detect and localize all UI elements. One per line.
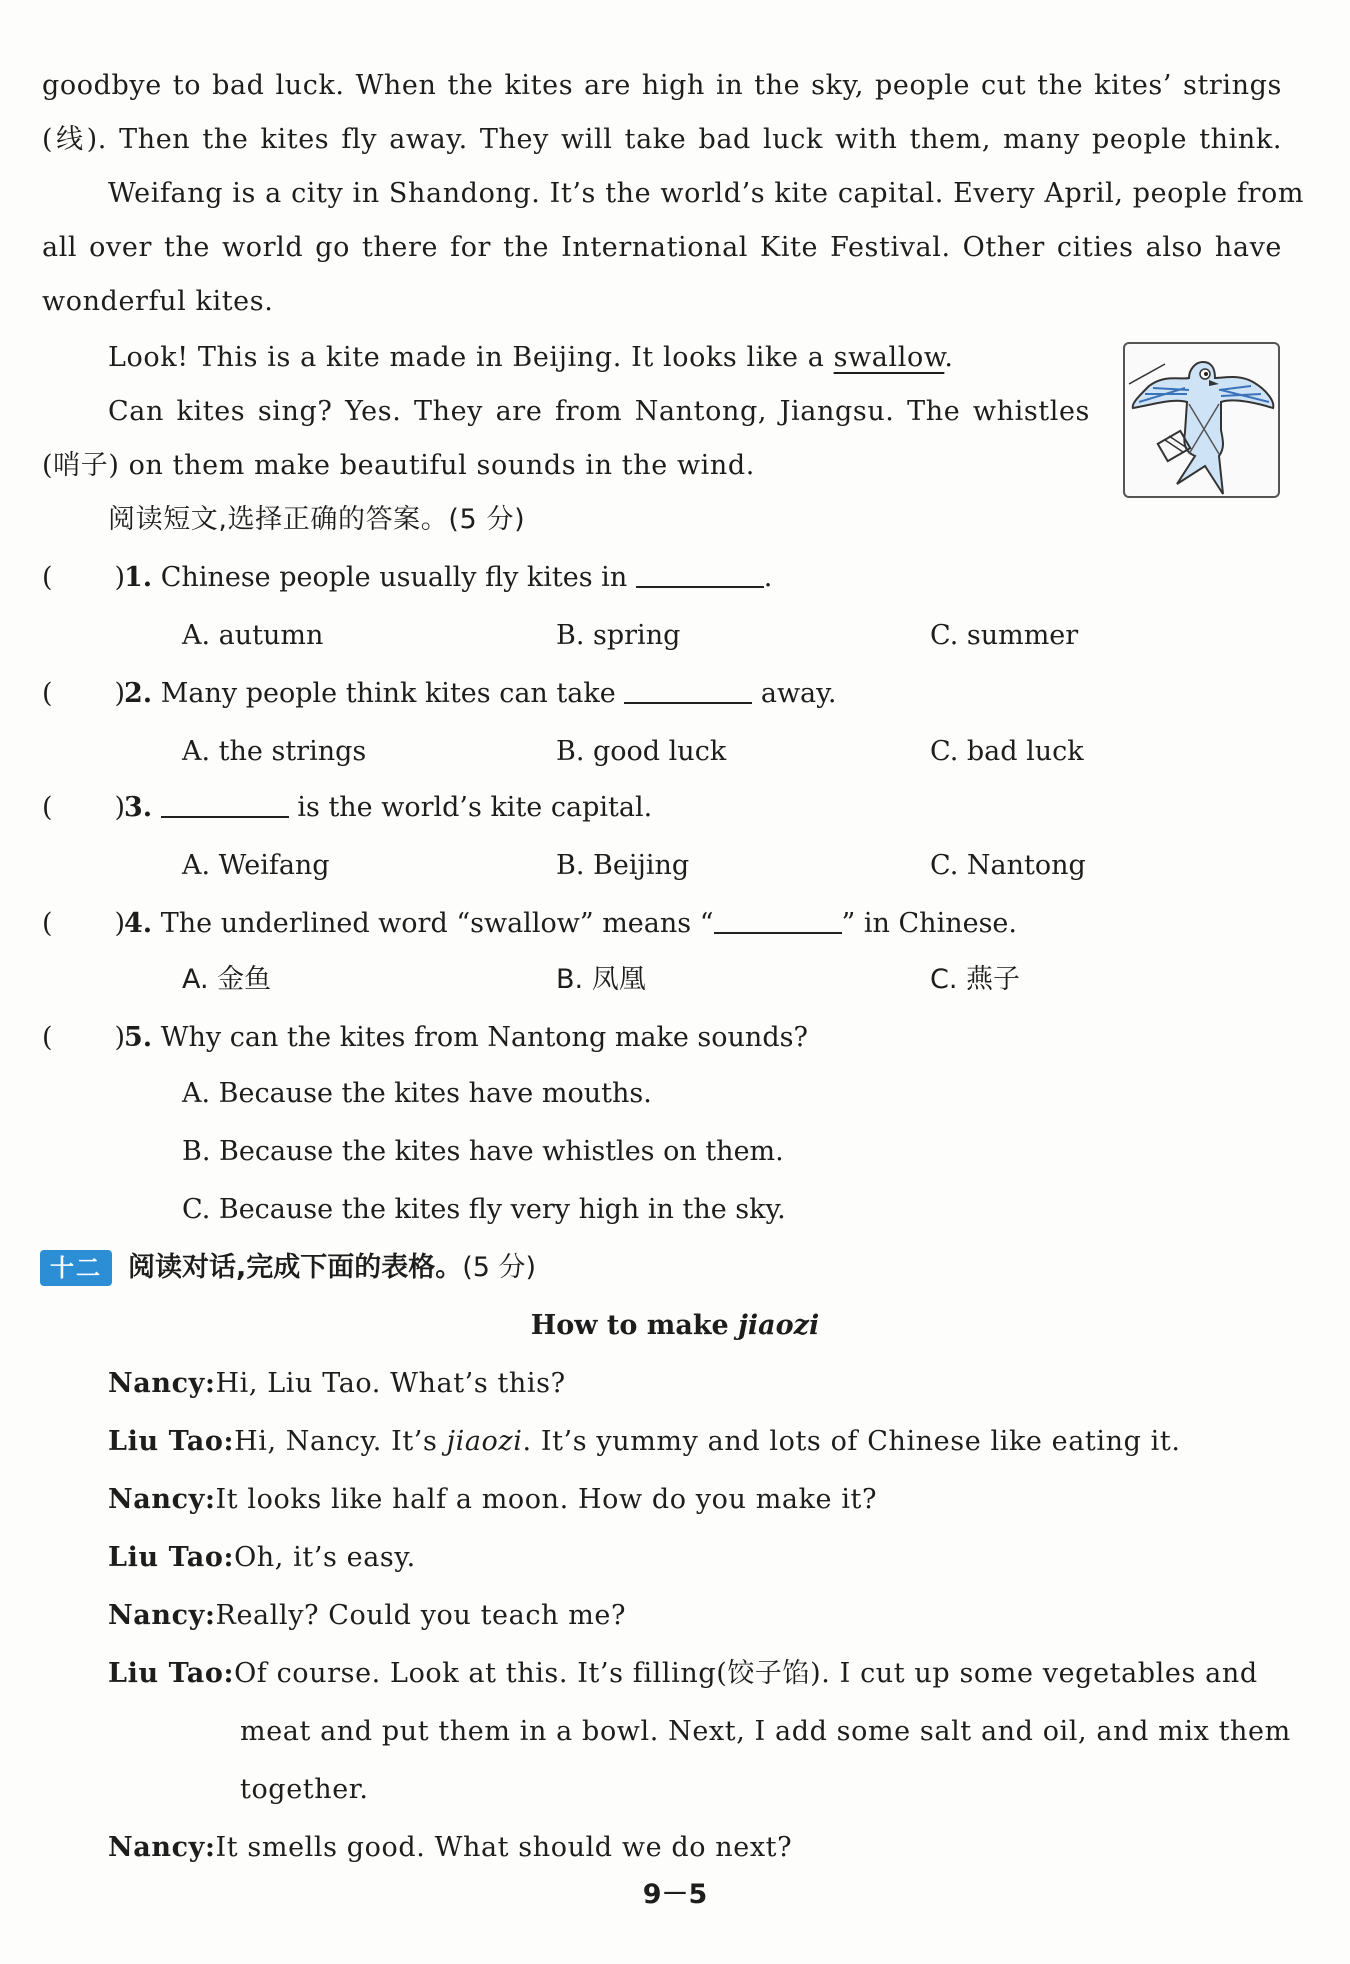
passage-line-2: (线). Then the kites fly away. They will take bad luck with them, many people think. [42,124,1282,155]
speaker: Nancy [108,1832,205,1863]
question-text [152,792,161,823]
q4-option-b[interactable]: B. 凤凰 [556,964,646,995]
question-number: 3. [124,792,153,823]
answer-paren[interactable]: ( ) [42,562,126,593]
utterance: It looks like half a moon. How do you make it? [215,1484,878,1515]
q1-option-b[interactable]: B. spring [556,620,681,651]
q3-option-b[interactable]: B. Beijing [556,850,690,881]
answer-blank[interactable] [161,786,289,818]
q1-option-a[interactable]: A. autumn [182,620,324,651]
question-text-end: . [763,562,773,593]
speaker: Nancy [108,1484,205,1515]
passage-line-4: all over the world go there for the International Kite Festival. Other cities also have [42,232,1282,263]
dialogue-line-6: Liu Tao:Of course. Look at this. It’s filling(饺子馅). I cut up some vegetables and [108,1658,1258,1689]
question-2 [42,666,836,722]
question-4 [42,896,1017,952]
answer-paren[interactable]: ( ) [42,908,126,939]
look-end: . [944,342,954,373]
question-5 [42,1010,808,1066]
utterance: Really? Could you teach me? [215,1600,627,1631]
page-number: 9－5 [642,1879,708,1910]
dialogue-line-2: Liu Tao:Hi, Nancy. It’s jiaozi. It’s yummy and lots of Chinese like eating it. [108,1426,1181,1457]
q2-option-b[interactable]: B. good luck [556,736,727,767]
q4-option-c[interactable]: C. 燕子 [930,964,1021,995]
answer-paren[interactable]: ( ) [42,1022,126,1053]
answer-paren[interactable]: ( ) [42,792,126,823]
passage-sing-line: Can kites sing? Yes. They are from Nantong, Jiangsu. The whistles [108,396,1090,427]
look-text: Look! This is a kite made in Beijing. It looks like a [108,342,834,373]
passage-line-5: wonderful kites. [42,286,274,317]
question-text: Why can the kites from Nantong make sounds? [152,1022,808,1053]
passage-look-line [108,330,1008,386]
answer-blank[interactable] [714,902,842,934]
passage-line-3: Weifang is a city in Shandong. It’s the world’s kite capital. Every April, people from [108,178,1305,209]
passage-sing-line-2: (哨子) on them make beautiful sounds in the wind. [42,450,755,481]
q5-option-c[interactable]: C. Because the kites fly very high in the sky. [182,1194,786,1225]
question-number: 2. [124,678,153,709]
passage-line-1: goodbye to bad luck. When the kites are high in the sky, people cut the kites’ strings [42,70,1282,101]
section-title: 阅读对话,完成下面的表格。(5 分) [128,1252,537,1283]
dialogue-line-7: Nancy:It smells good. What should we do next? [108,1832,793,1863]
question-number: 1. [124,562,153,593]
utterance: Oh, it’s easy. [234,1542,416,1573]
q5-option-a[interactable]: A. Because the kites have mouths. [182,1078,652,1109]
utterance: It smells good. What should we do next? [215,1832,793,1863]
swallow-kite-icon [1123,342,1280,498]
dialogue-line-6-cont-2: together. [240,1774,369,1805]
answer-blank[interactable] [636,556,764,588]
q2-option-c[interactable]: C. bad luck [930,736,1084,767]
utterance-italic: jiaozi [446,1426,523,1457]
question-text: Chinese people usually fly kites in [152,562,636,593]
question-text-end: ” in Chinese. [841,908,1017,939]
dialogue-line-5: Nancy:Really? Could you teach me? [108,1600,627,1631]
answer-blank[interactable] [624,672,752,704]
dialogue-title-word: jiaozi [738,1310,820,1341]
dialogue-line-4: Liu Tao:Oh, it’s easy. [108,1542,416,1573]
reading-instruction: 阅读短文,选择正确的答案。(5 分) [108,504,526,535]
question-text-end: is the world’s kite capital. [288,792,653,823]
question-text: Many people think kites can take [152,678,625,709]
q1-option-c[interactable]: C. summer [930,620,1079,651]
answer-paren[interactable]: ( ) [42,678,126,709]
question-number: 4. [124,908,153,939]
dialogue-title: How to make jiaozi [530,1310,820,1341]
speaker: Liu Tao [108,1426,224,1457]
q3-option-c[interactable]: C. Nantong [930,850,1086,881]
speaker: Nancy [108,1368,205,1399]
dialogue-line-1: Nancy:Hi, Liu Tao. What’s this? [108,1368,566,1399]
q5-option-b[interactable]: B. Because the kites have whistles on them. [182,1136,784,1167]
question-text: The underlined word “swallow” means “ [152,908,714,939]
utterance: Of course. Look at this. It’s filling(饺子馅). I cut up some vegetables and [234,1658,1258,1689]
q2-option-a[interactable]: A. the strings [182,736,367,767]
utterance: Hi, Liu Tao. What’s this? [215,1368,566,1399]
dialogue-line-6-cont-1: meat and put them in a bowl. Next, I add some salt and oil, and mix them [240,1716,1291,1747]
question-3 [42,780,652,836]
dialogue-line-3: Nancy:It looks like half a moon. How do you make it? [108,1484,878,1515]
utterance: Hi, Nancy. It’s [234,1426,447,1457]
underlined-word-swallow: swallow [833,342,945,373]
question-number: 5. [124,1022,153,1053]
q3-option-a[interactable]: A. Weifang [182,850,330,881]
q4-option-a[interactable]: A. 金鱼 [182,964,272,995]
section-score: (5 分) [462,1252,537,1283]
speaker: Nancy [108,1600,205,1631]
speaker: Liu Tao [108,1658,224,1689]
question-1 [42,550,772,606]
speaker: Liu Tao [108,1542,224,1573]
utterance-end: . It’s yummy and lots of Chinese like eating it. [522,1426,1181,1457]
section-number-badge: 十二 [40,1250,112,1286]
question-text-end: away. [752,678,837,709]
